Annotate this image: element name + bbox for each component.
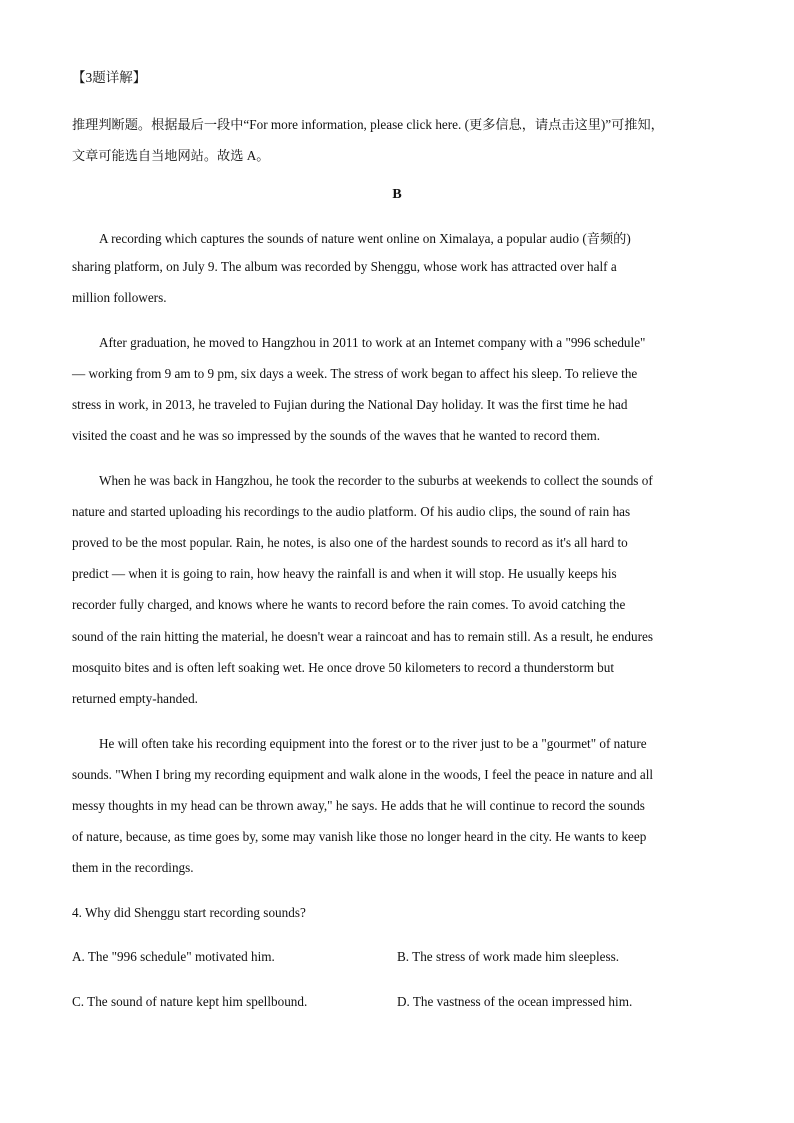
p1-line-3: million followers. bbox=[72, 290, 167, 305]
p4-line-3: messy thoughts in my head can be thrown away," he says. He adds that he will continue to record the sounds bbox=[72, 798, 645, 813]
p3-line-7: mosquito bites and is often left soaking wet. He once drove 50 kilometers to record a thunderstorm but bbox=[72, 660, 615, 675]
p3-line-2: nature and started uploading his recordings to the audio platform. Of his audio clips, the sound of rain has bbox=[72, 504, 631, 519]
option-a[interactable]: A. The "996 schedule" motivated him. bbox=[72, 949, 275, 964]
option-b[interactable]: B. The stress of work made him sleepless. bbox=[397, 949, 620, 964]
p1-line-2: sharing platform, on July 9. The album was recorded by Shenggu, whose work has attracted over half a bbox=[72, 259, 617, 274]
question-stem: 4. Why did Shenggu start recording sounds? bbox=[72, 905, 306, 920]
answer-heading: 【3题详解】 bbox=[72, 70, 147, 85]
option-d[interactable]: D. The vastness of the ocean impressed him. bbox=[397, 994, 633, 1009]
p3-line-4: predict — when it is going to rain, how heavy the rainfall is and when it will stop. He usually keeps his bbox=[72, 566, 617, 581]
p3-line-6: sound of the rain hitting the material, he doesn't wear a raincoat and has to remain still. As a result, he endures bbox=[72, 629, 653, 644]
p4-line-5: them in the recordings. bbox=[72, 860, 194, 875]
p2-line-2: — working from 9 am to 9 pm, six days a week. The stress of work began to affect his sleep. To relieve the bbox=[72, 366, 638, 381]
p3-line-1: When he was back in Hangzhou, he took the recorder to the suburbs at weekends to collect the sounds of bbox=[99, 473, 653, 488]
p3-line-3: proved to be the most popular. Rain, he notes, is also one of the hardest sounds to record as it's all hard to bbox=[72, 535, 628, 550]
option-c[interactable]: C. The sound of nature kept him spellbound. bbox=[72, 994, 308, 1009]
p1-line-1: A recording which captures the sounds of nature went online on Ximalaya, a popular audio (音频的) bbox=[99, 231, 631, 246]
p2-line-4: visited the coast and he was so impressed by the sounds of the waves that he wanted to record them. bbox=[72, 428, 601, 443]
p4-line-4: of nature, because, as time goes by, some may vanish like those no longer heard in the city. He wants to keep bbox=[72, 829, 647, 844]
p3-line-8: returned empty-handed. bbox=[72, 691, 198, 706]
p4-line-2: sounds. "When I bring my recording equipment and walk alone in the woods, I feel the peace in nature and all bbox=[72, 767, 654, 782]
answer-line-1: 推理判断题。根据最后一段中“For more information, please click here. (更多信息，请点击这里)”可推知， bbox=[72, 117, 664, 132]
p3-line-5: recorder fully charged, and knows where he wants to record before the rain comes. To avoid catching the bbox=[72, 597, 626, 612]
p2-line-3: stress in work, in 2013, he traveled to Fujian during the National Day holiday. It was the first time he had bbox=[72, 397, 628, 412]
answer-line-2: 文章可能选自当地网站。故选 A。 bbox=[72, 148, 270, 163]
p4-line-1: He will often take his recording equipment into the forest or to the river just to be a "gourmet" of nature bbox=[99, 736, 647, 751]
section-label: B bbox=[392, 187, 402, 202]
p2-line-1: After graduation, he moved to Hangzhou in 2011 to work at an Intemet company with a "996 schedule" bbox=[99, 335, 646, 350]
